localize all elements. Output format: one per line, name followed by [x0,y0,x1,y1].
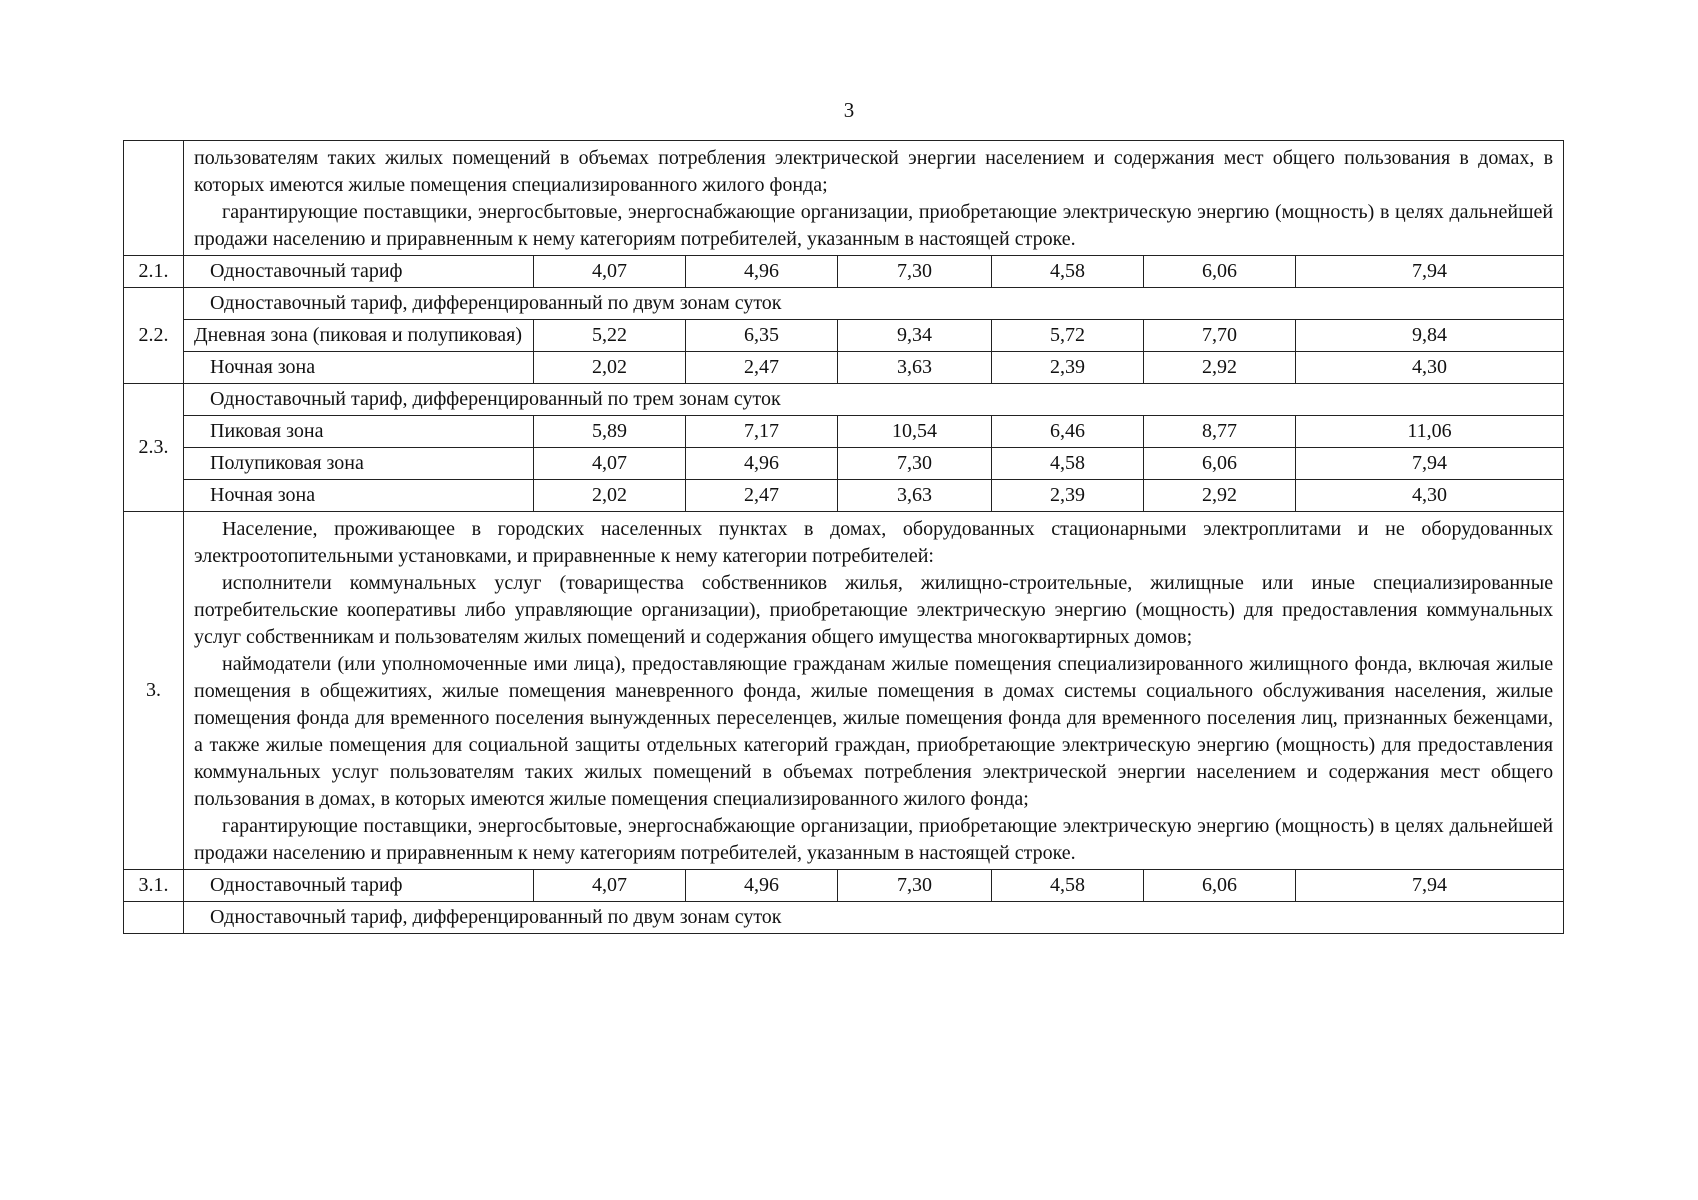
tariff-value: 4,07 [534,256,686,288]
category-description [184,141,1564,256]
description-paragraph: наймодатели (или уполномоченные ими лица), предоставляющие гражданам жилые помещения специализированного жилищного фонда, включая жилые помещения в общежитиях, жилые помещения маневренного фонда, жилые помещения в домах системы социального обслуживания населения, жилые помещения фонда для временного поселения вынужденных переселенцев, жилые помещения фонда для временного поселения лиц, признанных беженцами, а также жилые помещения для социальной защиты отдельных категорий граждан, приобретающие электрическую энергию (мощность) для предоставления коммунальных услуг пользователям таких жилых помещений в объемах потребления электрической энергии населением и содержания мест общего пользования в домах, в которых имеются жилые помещения специализированного жилого фонда; [194,653,1554,810]
table-row [124,512,1564,870]
tariff-group-header: Одноставочный тариф, дифференцированный по двум зонам суток [184,902,1564,934]
tariff-value: 4,96 [686,448,838,480]
tariff-value: 7,70 [1144,320,1296,352]
table-row [124,384,1564,416]
tariff-label: Полупиковая зона [184,448,534,480]
tariff-value: 2,92 [1144,352,1296,384]
row-number-empty [124,902,184,934]
tariff-label: Ночная зона [184,352,534,384]
row-number: 2.2. [124,288,184,384]
tariff-value: 7,94 [1296,448,1564,480]
description-paragraph: гарантирующие поставщики, энергосбытовые, энергоснабжающие организации, приобретающие электрическую энергию (мощность) в целях дальнейшей продажи населению и приравненным к нему категориям потребителей, указанным в настоящей строке. [194,815,1554,864]
tariff-group-header: Одноставочный тариф, дифференцированный по двум зонам суток [184,288,1564,320]
tariff-value: 7,17 [686,416,838,448]
tariff-value: 6,46 [992,416,1144,448]
tariff-value: 2,47 [686,480,838,512]
tariff-label: Дневная зона (пиковая и полупиковая) [184,320,534,352]
tariff-value: 4,30 [1296,352,1564,384]
tariff-value: 2,39 [992,352,1144,384]
tariff-value: 7,30 [838,870,992,902]
tariff-value: 2,02 [534,480,686,512]
table-row [124,288,1564,320]
tariff-label: Одноставочный тариф [184,870,534,902]
tariff-label: Ночная зона [184,480,534,512]
table-row [124,480,1564,512]
tariff-value: 10,54 [838,416,992,448]
tariff-value: 2,92 [1144,480,1296,512]
tariff-value: 4,58 [992,870,1144,902]
table-row [124,352,1564,384]
tariff-value: 6,06 [1144,256,1296,288]
tariff-value: 3,63 [838,352,992,384]
tariff-group-header: Одноставочный тариф, дифференцированный по трем зонам суток [184,384,1564,416]
tariff-value: 2,39 [992,480,1144,512]
row-number: 3. [124,512,184,870]
tariff-value: 7,94 [1296,870,1564,902]
table-row [124,448,1564,480]
tariff-value: 5,72 [992,320,1144,352]
tariff-value: 4,58 [992,256,1144,288]
tariff-value: 2,02 [534,352,686,384]
tariff-table-container [123,140,1563,934]
tariff-value: 7,30 [838,448,992,480]
tariff-value: 2,47 [686,352,838,384]
row-number-empty [124,141,184,256]
tariff-value: 6,06 [1144,870,1296,902]
tariff-value: 8,77 [1144,416,1296,448]
tariff-value: 5,89 [534,416,686,448]
table-row [124,320,1564,352]
table-row [124,141,1564,256]
description-paragraph: гарантирующие поставщики, энергосбытовые, энергоснабжающие организации, приобретающие электрическую энергию (мощность) в целях дальнейшей продажи населению и приравненным к нему категориям потребителей, указанным в настоящей строке. [194,201,1554,250]
tariff-table [123,140,1564,934]
row-number: 2.3. [124,384,184,512]
tariff-value: 7,30 [838,256,992,288]
tariff-value: 9,34 [838,320,992,352]
table-row [124,902,1564,934]
tariff-value: 7,94 [1296,256,1564,288]
tariff-value: 4,07 [534,448,686,480]
tariff-value: 11,06 [1296,416,1564,448]
page-number: 3 [843,98,855,122]
tariff-value: 9,84 [1296,320,1564,352]
description-paragraph: пользователям таких жилых помещений в объемах потребления электрической энергии населением и содержания мест общего пользования в домах, в которых имеются жилые помещения специализированного жилого фонда; [194,147,1554,196]
tariff-value: 3,63 [838,480,992,512]
description-paragraph: Население, проживающее в городских населенных пунктах в домах, оборудованных стационарными электроплитами и не оборудованных электроотопительными установками, и приравненные к нему категории потребителей: [194,518,1554,567]
row-number: 2.1. [124,256,184,288]
table-row [124,416,1564,448]
tariff-value: 4,07 [534,870,686,902]
tariff-value: 6,35 [686,320,838,352]
tariff-label: Пиковая зона [184,416,534,448]
tariff-value: 4,96 [686,870,838,902]
table-row [124,256,1564,288]
tariff-value: 5,22 [534,320,686,352]
tariff-value: 4,58 [992,448,1144,480]
category-description [184,512,1564,870]
tariff-value: 4,30 [1296,480,1564,512]
table-row [124,870,1564,902]
tariff-value: 6,06 [1144,448,1296,480]
tariff-label: Одноставочный тариф [184,256,534,288]
description-paragraph: исполнители коммунальных услуг (товарищества собственников жилья, жилищно-строительные, жилищные или иные специализированные потребительские кооперативы либо управляющие организации), приобретающие электрическую энергию (мощность) для предоставления коммунальных услуг собственникам и пользователям жилых помещений и содержания общего имущества многоквартирных домов; [194,572,1554,648]
tariff-value: 4,96 [686,256,838,288]
row-number: 3.1. [124,870,184,902]
